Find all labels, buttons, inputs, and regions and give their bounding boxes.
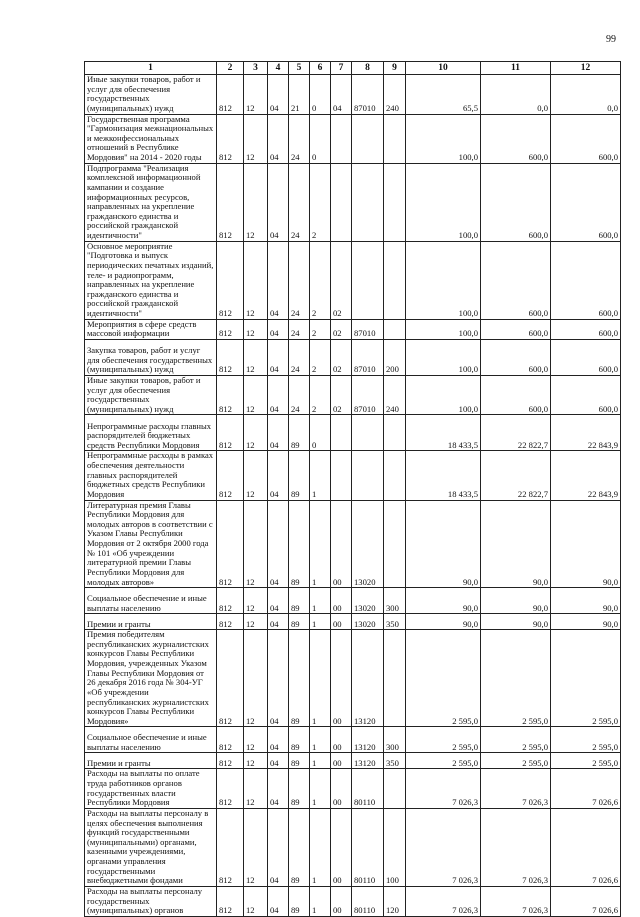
column-header: 12 (551, 62, 621, 75)
row-code (384, 451, 406, 500)
row-amount: 2 595,0 (481, 630, 551, 727)
table-row (85, 630, 621, 727)
row-description: Премии и гранты (85, 753, 217, 769)
row-code: 1 (310, 614, 331, 630)
row-description: Премии и гранты (85, 614, 217, 630)
row-code: 12 (244, 727, 268, 753)
table-row (85, 241, 621, 319)
row-amount: 600,0 (481, 375, 551, 415)
row-code: 04 (268, 808, 289, 886)
row-amount: 100,0 (406, 319, 481, 339)
row-code (384, 319, 406, 339)
row-amount: 90,0 (481, 588, 551, 614)
row-description: Иные закупки товаров, работ и услуг для обеспечения государственных (муниципальных) нужд (85, 375, 217, 415)
row-code: 300 (384, 727, 406, 753)
row-code (352, 241, 384, 319)
row-code: 1 (310, 727, 331, 753)
row-code: 812 (217, 753, 244, 769)
row-code: 13120 (352, 753, 384, 769)
row-code: 812 (217, 339, 244, 375)
row-code: 2 (310, 319, 331, 339)
row-code: 89 (289, 451, 310, 500)
row-description: Социальное обеспечение и иные выплаты населению (85, 727, 217, 753)
table-row (85, 415, 621, 451)
row-amount: 90,0 (481, 614, 551, 630)
row-amount: 600,0 (551, 375, 621, 415)
table-row (85, 163, 621, 241)
row-code: 12 (244, 451, 268, 500)
row-amount: 90,0 (406, 588, 481, 614)
row-amount: 600,0 (481, 114, 551, 163)
row-amount: 600,0 (481, 241, 551, 319)
row-code: 04 (268, 630, 289, 727)
row-code: 1 (310, 630, 331, 727)
table-row (85, 588, 621, 614)
table-row (85, 727, 621, 753)
row-code: 04 (268, 375, 289, 415)
row-code: 1 (310, 753, 331, 769)
column-header: 4 (268, 62, 289, 75)
table-row (85, 886, 621, 916)
row-code: 00 (331, 614, 352, 630)
row-amount: 2 595,0 (551, 753, 621, 769)
row-amount: 90,0 (551, 614, 621, 630)
row-code: 04 (268, 75, 289, 115)
row-amount: 18 433,5 (406, 451, 481, 500)
row-code: 89 (289, 614, 310, 630)
row-amount: 2 595,0 (551, 630, 621, 727)
column-header: 8 (352, 62, 384, 75)
row-description: Расходы на выплаты персоналу государственных (муниципальных) органов (85, 886, 217, 916)
column-header: 10 (406, 62, 481, 75)
row-code: 87010 (352, 319, 384, 339)
row-code: 13120 (352, 630, 384, 727)
row-description: Премия победителям республиканских журналистских конкурсов Главы Республики Мордовия, учрежденных Указом Главы Республики Мордовия от 26 декабря 2016 года № 304-УГ «Об учреждении республиканских журналистских конкурсов Главы Республики Мордовия» (85, 630, 217, 727)
row-code: 00 (331, 727, 352, 753)
row-description: Мероприятия в сфере средств массовой информации (85, 319, 217, 339)
row-code (384, 500, 406, 588)
row-code: 812 (217, 375, 244, 415)
row-code: 12 (244, 75, 268, 115)
row-amount: 2 595,0 (406, 727, 481, 753)
row-code: 12 (244, 588, 268, 614)
row-description: Литературная премия Главы Республики Мордовия для молодых авторов в соответствии с Указом Главы Республики Мордовия от 2 октября 2000 года № 101 «Об учреждении литературной премии Главы Республики Мордовия для молодых авторов» (85, 500, 217, 588)
row-code: 12 (244, 415, 268, 451)
row-code: 80110 (352, 886, 384, 916)
row-description: Закупка товаров, работ и услуг для обеспечения государственных (муниципальных) нужд (85, 339, 217, 375)
row-code: 04 (268, 769, 289, 809)
page-number: 99 (606, 34, 616, 45)
row-amount: 100,0 (406, 163, 481, 241)
table-row (85, 614, 621, 630)
row-code: 1 (310, 588, 331, 614)
row-code: 02 (331, 339, 352, 375)
row-amount: 7 026,3 (406, 886, 481, 916)
row-code: 04 (268, 451, 289, 500)
row-amount: 7 026,6 (551, 808, 621, 886)
row-amount: 65,5 (406, 75, 481, 115)
row-code: 12 (244, 375, 268, 415)
row-code: 00 (331, 630, 352, 727)
row-code: 04 (268, 415, 289, 451)
row-code: 12 (244, 500, 268, 588)
row-code: 1 (310, 451, 331, 500)
row-amount: 90,0 (551, 500, 621, 588)
row-code: 812 (217, 808, 244, 886)
row-code: 04 (268, 241, 289, 319)
row-amount: 90,0 (481, 500, 551, 588)
row-code: 812 (217, 75, 244, 115)
row-code: 24 (289, 163, 310, 241)
row-amount: 600,0 (481, 163, 551, 241)
row-code: 0 (310, 75, 331, 115)
row-amount: 600,0 (551, 163, 621, 241)
row-amount: 7 026,3 (481, 886, 551, 916)
column-header: 7 (331, 62, 352, 75)
row-code: 812 (217, 114, 244, 163)
row-code: 87010 (352, 375, 384, 415)
row-code: 812 (217, 727, 244, 753)
row-code: 04 (268, 500, 289, 588)
row-code: 21 (289, 75, 310, 115)
table-row (85, 319, 621, 339)
column-header: 5 (289, 62, 310, 75)
row-code (384, 630, 406, 727)
row-code: 812 (217, 241, 244, 319)
row-code: 12 (244, 769, 268, 809)
row-amount: 2 595,0 (406, 630, 481, 727)
row-code: 80110 (352, 769, 384, 809)
row-code: 1 (310, 769, 331, 809)
row-amount: 18 433,5 (406, 415, 481, 451)
row-code: 89 (289, 588, 310, 614)
row-amount: 22 822,7 (481, 451, 551, 500)
row-code (331, 451, 352, 500)
row-code: 12 (244, 319, 268, 339)
table-header-row (85, 62, 621, 75)
row-code: 24 (289, 339, 310, 375)
row-code (331, 114, 352, 163)
row-code: 24 (289, 375, 310, 415)
row-description: Расходы на выплаты по оплате труда работников органов государственных власти Республики Мордовия (85, 769, 217, 809)
row-amount: 100,0 (406, 241, 481, 319)
row-code: 812 (217, 614, 244, 630)
row-code (352, 114, 384, 163)
row-code: 12 (244, 114, 268, 163)
row-amount: 2 595,0 (406, 753, 481, 769)
row-amount: 22 843,9 (551, 451, 621, 500)
row-code (331, 415, 352, 451)
row-code: 812 (217, 451, 244, 500)
row-code (352, 163, 384, 241)
row-code: 240 (384, 75, 406, 115)
row-code: 13020 (352, 500, 384, 588)
row-code: 87010 (352, 75, 384, 115)
row-code: 12 (244, 614, 268, 630)
row-amount: 7 026,3 (481, 808, 551, 886)
row-code: 2 (310, 163, 331, 241)
row-code: 04 (268, 753, 289, 769)
row-code: 1 (310, 808, 331, 886)
row-amount: 90,0 (406, 614, 481, 630)
row-code: 812 (217, 588, 244, 614)
row-code: 00 (331, 753, 352, 769)
row-amount: 7 026,3 (481, 769, 551, 809)
row-code: 24 (289, 114, 310, 163)
row-code: 04 (268, 114, 289, 163)
row-code (384, 241, 406, 319)
row-code: 04 (268, 886, 289, 916)
row-code: 812 (217, 415, 244, 451)
row-description: Социальное обеспечение и иные выплаты населению (85, 588, 217, 614)
row-code: 100 (384, 808, 406, 886)
row-code: 00 (331, 500, 352, 588)
budget-table (84, 61, 621, 917)
row-code: 89 (289, 753, 310, 769)
row-amount: 100,0 (406, 375, 481, 415)
table-row (85, 451, 621, 500)
row-amount: 7 026,6 (551, 769, 621, 809)
row-description: Основное мероприятие "Подготовка и выпуск периодических печатных изданий, теле- и радиопрограмм, направленных на укрепление гражданского единства и российской гражданской идентичности" (85, 241, 217, 319)
row-code: 12 (244, 630, 268, 727)
row-code: 00 (331, 769, 352, 809)
column-header: 6 (310, 62, 331, 75)
row-code: 812 (217, 319, 244, 339)
row-description: Непрограммные расходы в рамках обеспечения деятельности главных распорядителей бюджетных средств Республики Мордовия (85, 451, 217, 500)
row-code: 24 (289, 241, 310, 319)
row-amount: 90,0 (551, 588, 621, 614)
row-amount: 7 026,3 (406, 808, 481, 886)
row-code: 89 (289, 727, 310, 753)
row-code: 120 (384, 886, 406, 916)
row-code: 0 (310, 114, 331, 163)
row-code: 04 (268, 319, 289, 339)
row-amount: 600,0 (481, 319, 551, 339)
row-description: Подпрограмма "Реализация комплексной информационной кампании и создание информационных ресурсов, направленных на укрепление гражданского единства и российской гражданской идентичности" (85, 163, 217, 241)
row-amount: 600,0 (551, 339, 621, 375)
row-code: 04 (331, 75, 352, 115)
row-amount: 100,0 (406, 114, 481, 163)
row-code: 2 (310, 339, 331, 375)
row-code: 87010 (352, 339, 384, 375)
row-code (384, 114, 406, 163)
column-header: 11 (481, 62, 551, 75)
table-row (85, 375, 621, 415)
row-code: 2 (310, 375, 331, 415)
row-amount: 600,0 (551, 319, 621, 339)
row-description: Иные закупки товаров, работ и услуг для обеспечения государственных (муниципальных) нужд (85, 75, 217, 115)
row-code: 812 (217, 769, 244, 809)
row-code: 240 (384, 375, 406, 415)
row-description: Государственная программа "Гармонизация межнациональных и межконфессиональных отношений в Республике Мордовия" на 2014 - 2020 годы (85, 114, 217, 163)
row-amount: 2 595,0 (551, 727, 621, 753)
row-code: 200 (384, 339, 406, 375)
row-code: 89 (289, 630, 310, 727)
row-code: 89 (289, 886, 310, 916)
row-code: 812 (217, 163, 244, 241)
row-code (384, 163, 406, 241)
column-header: 1 (85, 62, 217, 75)
table-row (85, 753, 621, 769)
row-code (352, 415, 384, 451)
row-amount: 600,0 (481, 339, 551, 375)
row-amount: 2 595,0 (481, 727, 551, 753)
row-code (352, 451, 384, 500)
row-code: 04 (268, 339, 289, 375)
row-code: 04 (268, 614, 289, 630)
row-code: 04 (268, 588, 289, 614)
row-code: 812 (217, 630, 244, 727)
row-code: 12 (244, 753, 268, 769)
row-code: 02 (331, 319, 352, 339)
row-code: 24 (289, 319, 310, 339)
table-row (85, 339, 621, 375)
row-code (331, 163, 352, 241)
row-amount: 7 026,6 (551, 886, 621, 916)
row-code: 89 (289, 808, 310, 886)
table-row (85, 769, 621, 809)
row-code: 12 (244, 339, 268, 375)
row-code: 812 (217, 500, 244, 588)
row-amount: 7 026,3 (406, 769, 481, 809)
row-amount: 0,0 (551, 75, 621, 115)
column-header: 3 (244, 62, 268, 75)
row-description: Непрограммные расходы главных распорядителей бюджетных средств Республики Мордовия (85, 415, 217, 451)
row-code (384, 415, 406, 451)
row-code: 13120 (352, 727, 384, 753)
row-amount: 600,0 (551, 114, 621, 163)
row-code: 13020 (352, 614, 384, 630)
row-code: 13020 (352, 588, 384, 614)
row-code: 350 (384, 614, 406, 630)
row-code: 12 (244, 241, 268, 319)
row-code: 2 (310, 241, 331, 319)
row-amount: 0,0 (481, 75, 551, 115)
row-amount: 22 822,7 (481, 415, 551, 451)
row-code: 1 (310, 886, 331, 916)
table-row (85, 500, 621, 588)
row-amount: 600,0 (551, 241, 621, 319)
row-code: 80110 (352, 808, 384, 886)
row-description: Расходы на выплаты персоналу в целях обеспечения выполнения функций государственными (муниципальными) органами, казенными учреждениями, органами управления государственными внебюджетными фондами (85, 808, 217, 886)
row-code: 12 (244, 886, 268, 916)
row-code: 00 (331, 588, 352, 614)
row-code: 89 (289, 500, 310, 588)
row-code: 00 (331, 808, 352, 886)
row-code: 00 (331, 886, 352, 916)
row-code: 04 (268, 163, 289, 241)
row-amount: 22 843,9 (551, 415, 621, 451)
row-code: 1 (310, 500, 331, 588)
row-code: 89 (289, 769, 310, 809)
column-header: 9 (384, 62, 406, 75)
row-code: 12 (244, 163, 268, 241)
row-code: 0 (310, 415, 331, 451)
column-header: 2 (217, 62, 244, 75)
row-code: 12 (244, 808, 268, 886)
row-amount: 90,0 (406, 500, 481, 588)
row-code: 02 (331, 375, 352, 415)
row-code: 812 (217, 886, 244, 916)
row-code: 89 (289, 415, 310, 451)
table-row (85, 808, 621, 886)
row-code: 02 (331, 241, 352, 319)
row-amount: 100,0 (406, 339, 481, 375)
row-amount: 2 595,0 (481, 753, 551, 769)
row-code (384, 769, 406, 809)
table-row (85, 75, 621, 115)
row-code: 300 (384, 588, 406, 614)
row-code: 04 (268, 727, 289, 753)
table-row (85, 114, 621, 163)
row-code: 350 (384, 753, 406, 769)
